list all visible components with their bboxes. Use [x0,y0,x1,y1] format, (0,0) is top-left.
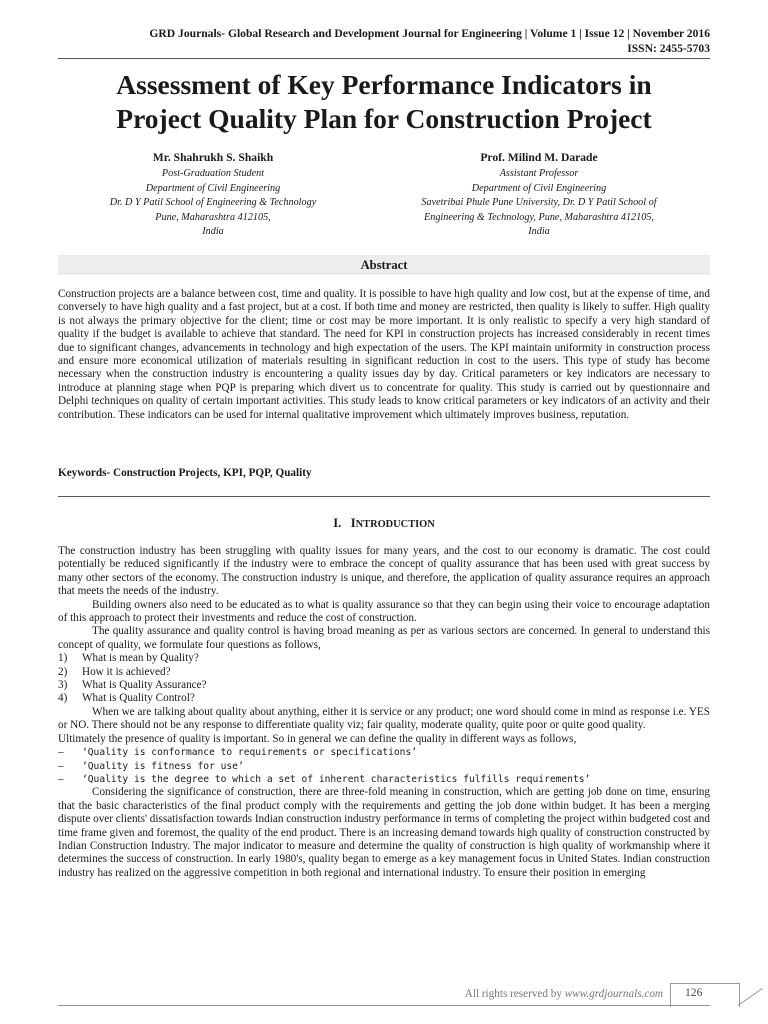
abstract-divider [58,496,710,497]
author-affiliation-line: Assistant Professor [499,168,579,179]
list-item [58,692,710,705]
author-affiliation-line: Engineering & Technology, Pune, Maharashtra 412105, [424,211,654,223]
section-number: I. [333,516,342,530]
rights-text: All rights reserved by [464,988,562,1000]
definition-item [58,760,710,773]
introduction-body [58,545,710,880]
list-item [58,666,710,679]
author-affiliation-line: India [202,226,224,238]
paper-title-line-1: Assessment of Key Performance Indicators in [116,69,652,100]
author-name: Prof. Milind M. Darade [480,151,598,164]
abstract-text: Construction projects are a balance between cost, time and quality. It is possible to have high quality and low cost, but at the expense of time, and conversely to have high quality and a fast project, but at a cost. If both time and money are restricted, then quality is likely to suffer. High quality is not always the primary objective for the client; time or cost may be more important. It is only realistic to specify a very high standard of quality if the budget is available to achieve that standard. The need for KPI in construction projects has increased considerably in recent times due to significant changes, advancements in technology and high expectation of the users. The KPI maintain uniformity in construction process and ensure more economical utilization of materials resulting in significant reduction in cost to the users. This type of study has become necessary when the construction industry is encountering a quality issues day by day. Critical parameters or key indicators are necessary to introduce at planning stage when PQP is preparing which divert us to concentrate for quality. This study is carried out by questionnaire and Delphi techniques on quality of certain important activities. This study leads to know critical parameters or key indicators of an activity and their contribution. These indicators can be used for internal qualitative improvement which ultimately improves business, reputation. [58,288,710,421]
footer-corner-line [738,988,763,1006]
list-text: How it is achieved? [82,665,171,678]
author-affiliation-line: Dr. D Y Patil School of Engineering & Technology [109,197,317,209]
author-block-1 [62,150,364,240]
definition-text: ‘Quality is fitness for use’ [82,760,244,772]
list-number: 4) [58,692,68,705]
author-affiliation-line: Pune, Maharashtra 412105, [155,211,271,223]
issn-label: ISSN: 2455-5703 [627,42,710,55]
author-block-2 [384,150,694,240]
paragraph: Considering the significance of construction, there are three-fold meaning in construction, which are getting job done on time, ensuring that the basic characteristics of the final product comply with the requirements and getting the job done within budget. It has been a merging dispute over clients' dissatisfaction towards Indian construction industry performance in terms of completing the project within budgeted cost and time frame given and foremost, the quality of the end product. There is an increasing demand towards high quality of construction constructed by Indian Construction Industry. The major indicator to measure and determine the quality of construction is high quality of workmanship where it determines the success of construction. In early 1980's, quality began to emerge as a key management focus in United States. Indian construction industry has realized on the aggressive competition in both regional and international industry. To ensure their position in emerging [58,786,710,879]
page-number-box [670,983,740,1007]
paragraph: The construction industry has been struggling with quality issues for many years, and the cost to our economy is dramatic. The cost could potentially be reduced significantly if the industry were to embrace the concept of quality assurance that has been used with great success by many other sectors of the economy. The construction industry is unique, and therefore, the application of quality assurance requires an approach that meets the needs of the industry. [58,545,710,598]
dash-bullet: – [58,759,64,772]
author-affiliation-line: Post-Graduation Student [161,168,265,179]
footer-rights [465,988,663,1000]
author-affiliation-line: India [528,226,550,238]
definition-item [58,746,710,759]
journal-header: GRD Journals- Global Research and Development Journal for Engineering | Volume 1 | Issue 12 | November 2016 [149,27,710,40]
paragraph: The quality assurance and quality control is having broad meaning as per as various sectors are concerned. In general to understand this concept of quality, we formulate four questions as follows, [58,625,710,651]
paragraph: When we are talking about quality about anything, either it is service or any product; one word should come in mind as response i.e. YES or NO. There should not be any response to differentiate quality viz; fair quality, moderate quality, quite poor or quite good quality. [58,705,710,732]
definition-text: ‘Quality is the degree to which a set of inherent characteristics fulfills requirements’ [82,773,591,785]
header-divider [58,58,710,59]
website-link[interactable]: www.grdjournals.com [564,988,663,1000]
list-number: 3) [58,679,68,692]
dash-bullet: – [58,746,64,759]
list-text: What is mean by Quality? [82,652,199,665]
section-title-rest: NTRODUCTION [355,519,435,530]
list-number: 1) [58,652,68,665]
dash-bullet: – [58,772,64,785]
author-affiliation-line: Department of Civil Engineering [471,182,607,194]
list-item [58,679,710,692]
abstract-heading: Abstract [58,255,710,275]
paper-title-line-2: Project Quality Plan for Construction Project [116,103,652,134]
list-number: 2) [58,665,68,678]
paragraph: Ultimately the presence of quality is important. So in general we can define the quality in different ways as follows, [58,732,577,745]
keywords-line: Keywords- Construction Projects, KPI, PQP, Quality [58,467,312,479]
paragraph: Building owners also need to be educated as to what is quality assurance so that they can begin using their voice to encourage adaptation of this approach to protect their investments and reduce the cost of construction. [58,598,710,625]
author-name: Mr. Shahrukh S. Shaikh [152,151,274,164]
definition-item [58,773,710,786]
footer-divider [58,1005,710,1006]
author-affiliation-line: Savetribai Phule Pune University, Dr. D Y Patil School of [421,197,657,209]
list-item [58,652,710,665]
page-number: 126 [685,986,703,999]
section-heading [58,516,710,531]
definition-text: ‘Quality is conformance to requirements or specifications’ [82,747,418,759]
list-text: What is Quality Assurance? [82,679,207,692]
section-title-initial: I [350,516,356,530]
author-affiliation-line: Department of Civil Engineering [145,182,281,194]
list-text: What is Quality Control? [82,692,195,705]
